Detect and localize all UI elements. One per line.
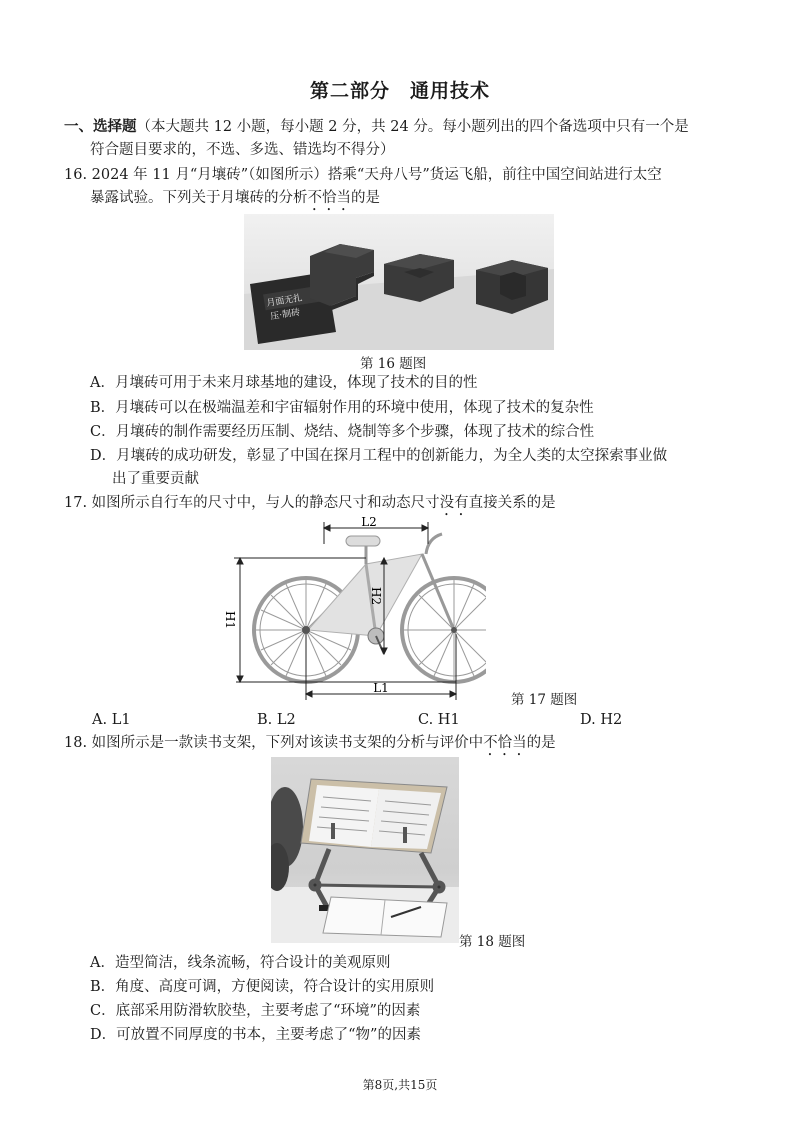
- plant-decoration: [271, 787, 303, 891]
- instruction-line-2: 符合题目要求的，不选、多选、错选均不得分）: [90, 142, 395, 158]
- q17-stem-tail: 直接关系的是: [468, 495, 556, 511]
- q17-stem-text: 17. 如图所示自行车的尺寸中，与人的静态尺寸和动态尺寸: [64, 495, 440, 511]
- instruction-line-1: （本大题共 12 小题，每小题 2 分，共 24 分。每小题列出的四个备选项中只有一个是: [136, 119, 689, 135]
- q18-option-c: C．底部采用防滑软胶垫，主要考虑了“环境”的因素: [90, 1003, 421, 1019]
- q16-stem-text: 暴露试验。下列关于月壤砖的分析: [90, 190, 308, 206]
- figure-16-caption: 第 16 题图: [360, 356, 427, 372]
- page-title: 第二部分 通用技术: [309, 80, 490, 102]
- q16-option-c: C．月壤砖的制作需要经历压制、烧结、烧制等多个步骤，体现了技术的综合性: [90, 424, 595, 440]
- q18-option-b: B．角度、高度可调，方便阅读，符合设计的实用原则: [90, 979, 435, 995]
- q16-emphasis: 不恰当: [307, 190, 351, 206]
- figure-18-photo: [271, 757, 459, 943]
- label-l1: L1: [373, 681, 389, 695]
- page-footer: 第8页,共15页: [362, 1078, 438, 1092]
- figure-17-bicycle: [216, 514, 486, 704]
- sign-text-2: 压·制砖: [269, 307, 301, 323]
- q18-stem: [64, 732, 556, 759]
- q18-stem-text: 18. 如图所示是一款读书支架，下列对该读书支架的分析与评价中: [64, 735, 484, 751]
- section-heading: 一、选择题: [64, 118, 137, 135]
- q16-option-d: D．月壤砖的成功研发，彰显了中国在探月工程中的创新能力，为全人类的太空探索事业做: [90, 448, 668, 464]
- q18-option-a: A．造型简洁，线条流畅，符合设计的美观原则: [90, 955, 391, 971]
- q17-emphasis: 没有: [439, 495, 469, 511]
- q16-stem-line-1: 16. 2024 年 11 月“月壤砖”（如图所示）搭乘“天舟八号”货运飞船，前往中国空间站进行太空: [64, 167, 662, 183]
- figure-17-caption: 第 17 题图: [511, 692, 578, 708]
- q17-option-b: B. L2: [257, 712, 296, 728]
- notebook: [323, 897, 447, 937]
- label-h1: H1: [223, 610, 237, 630]
- q18-emphasis: 不恰当: [483, 735, 527, 751]
- book-board: [301, 779, 447, 853]
- q17-option-d: D. H2: [580, 712, 623, 728]
- label-l2: L2: [361, 515, 377, 529]
- front-wheel: [402, 578, 486, 682]
- q18-option-d: D．可放置不同厚度的书本，主要考虑了“物”的因素: [90, 1027, 421, 1043]
- sign-text-1: 月面无扎: [265, 293, 303, 309]
- q18-stem-tail: 的是: [526, 735, 556, 751]
- q16-option-b: B．月壤砖可以在极端温差和宇宙辐射作用的环境中使用，体现了技术的复杂性: [90, 400, 594, 416]
- q16-stem-tail: 的是: [351, 190, 380, 206]
- q17-option-c: C. H1: [418, 712, 460, 728]
- q17-option-a: A. L1: [92, 712, 131, 728]
- figure-18-caption: 第 18 题图: [459, 934, 526, 950]
- q16-option-d-cont: 出了重要贡献: [112, 471, 199, 487]
- q16-stem-line-2: [90, 187, 380, 214]
- figure-16-photo: [244, 214, 554, 350]
- q16-option-a: A．月壤砖可用于未来月球基地的建设，体现了技术的目的性: [90, 375, 478, 391]
- label-h2: H2: [369, 586, 383, 606]
- section-instruction: [64, 116, 689, 138]
